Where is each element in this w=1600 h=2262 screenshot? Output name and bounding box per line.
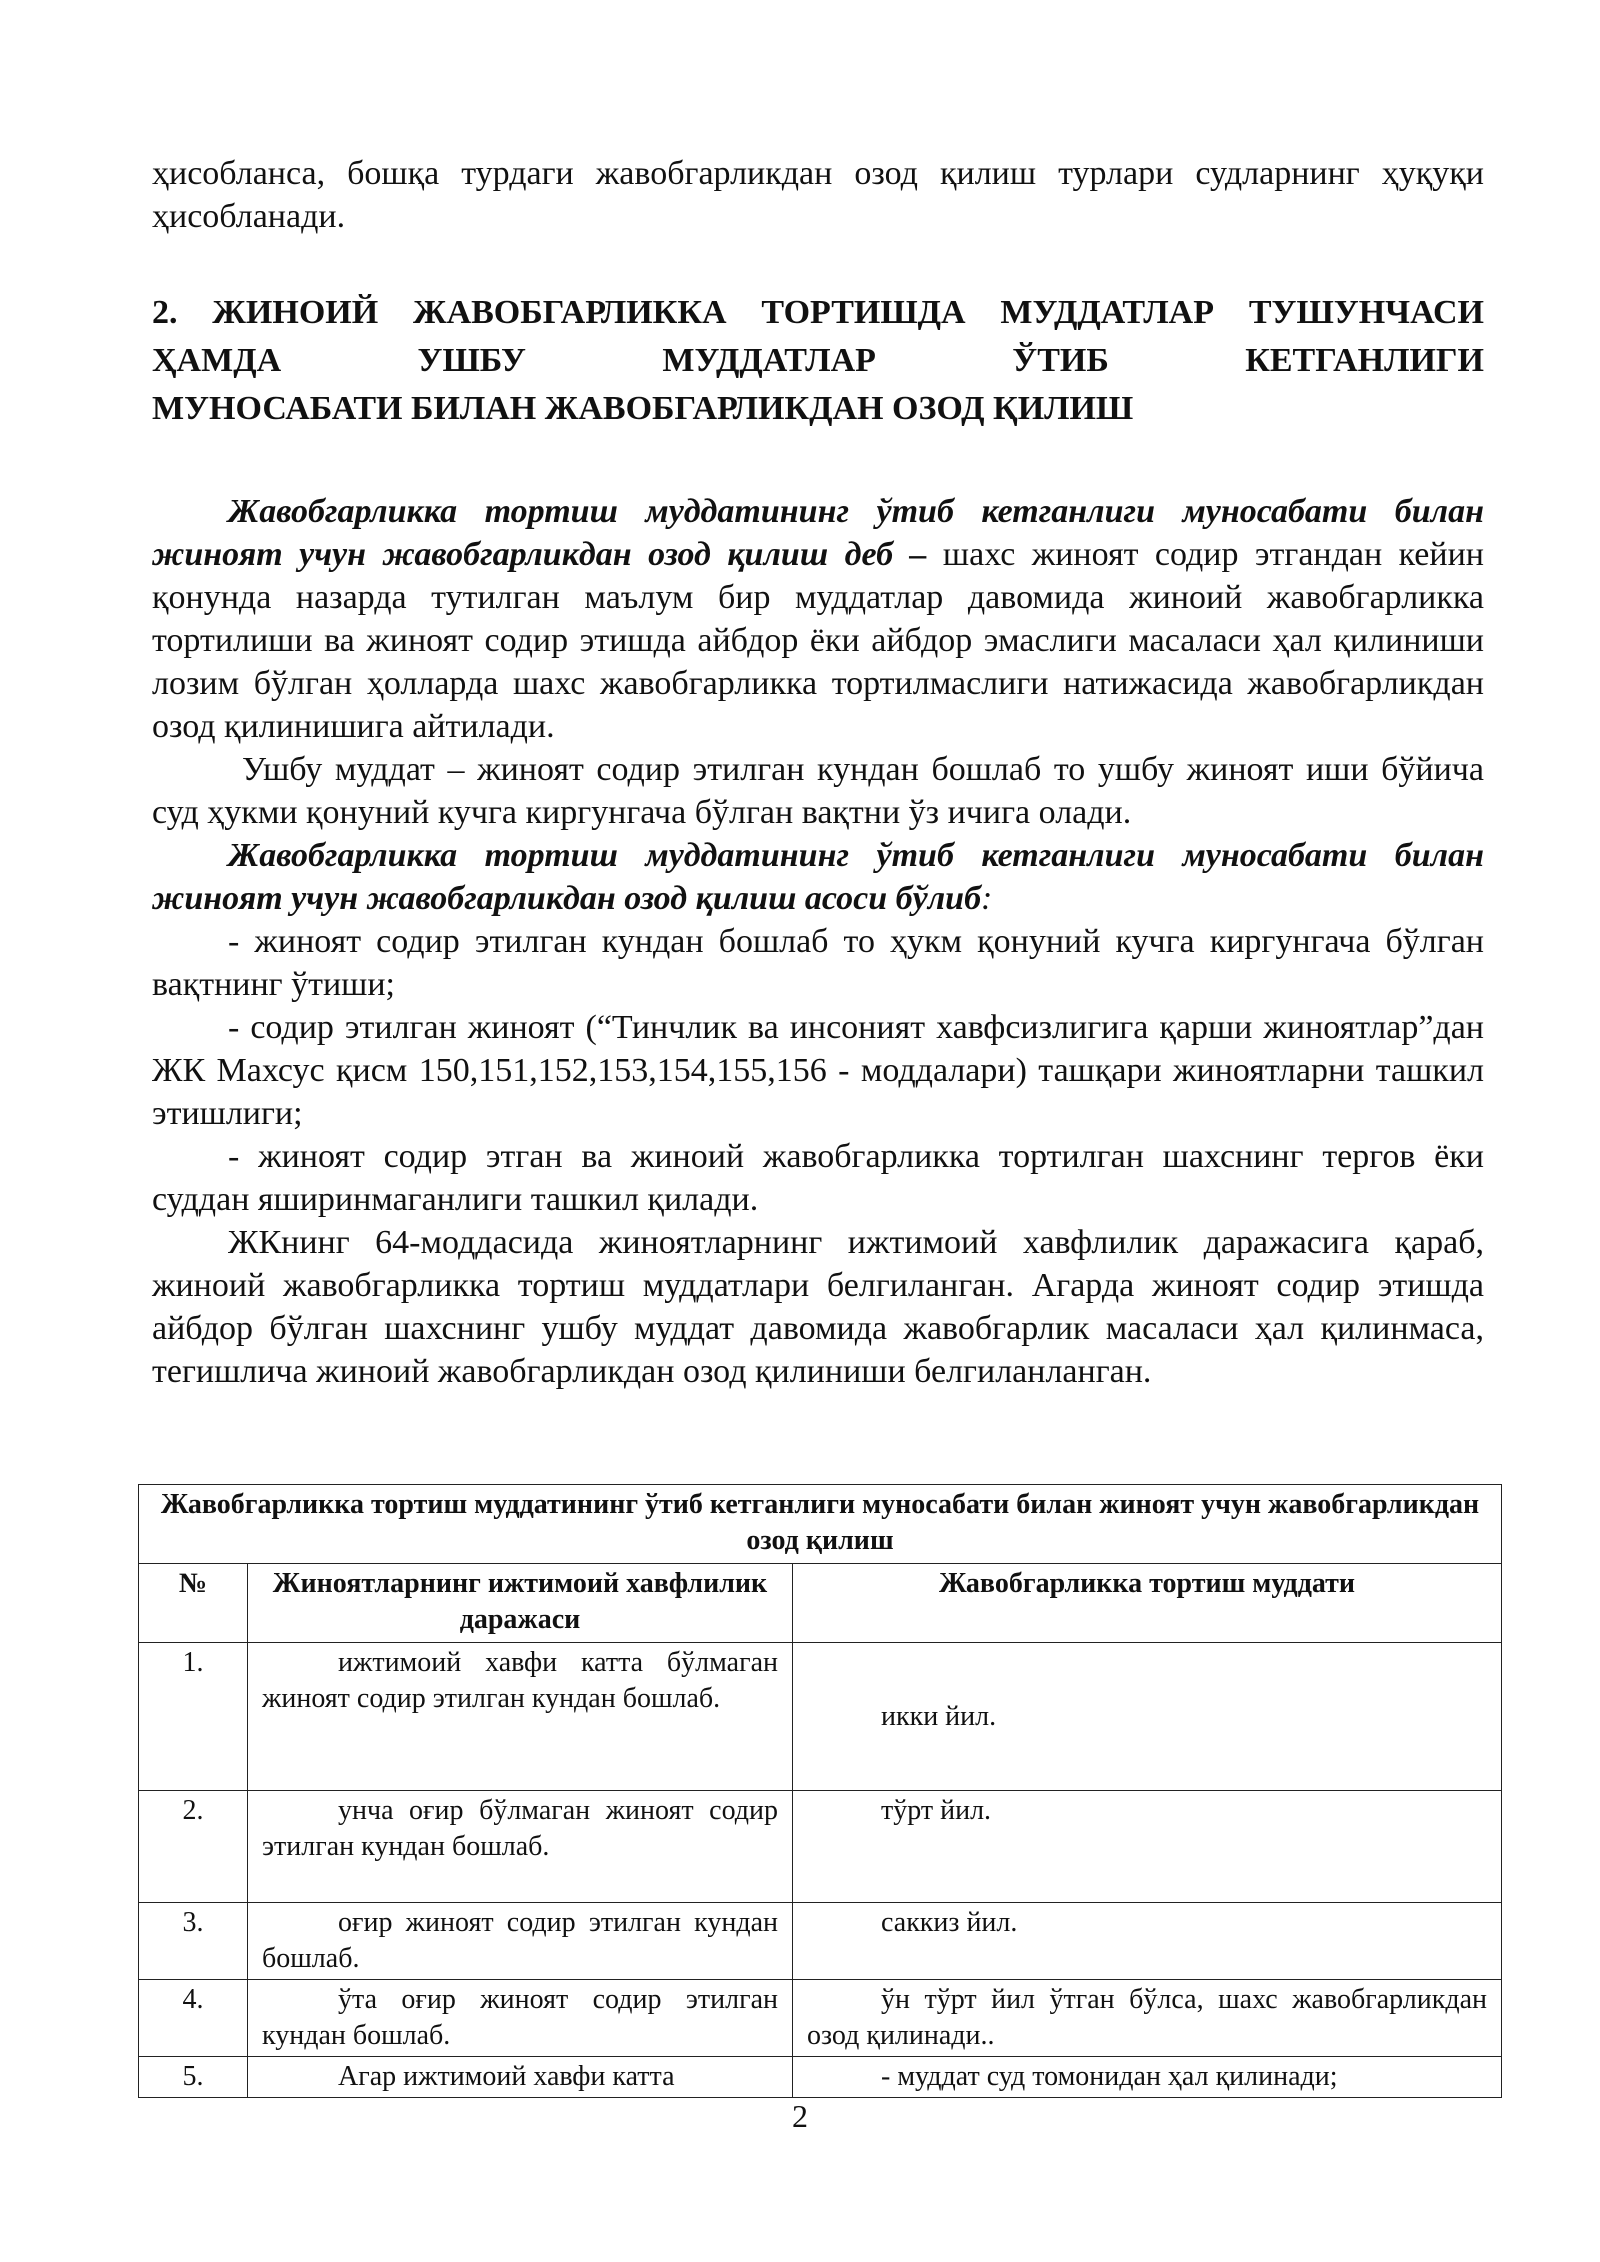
section-heading-line2: МУНОСАБАТИ БИЛАН ЖАВОБГАРЛИКДАН ОЗОД ҚИЛИШ [152, 390, 1134, 427]
section-heading-line1: 2. ЖИНОИЙ ЖАВОБГАРЛИККА ТОРТИШДА МУДДАТЛАР ТУШУНЧАСИ ҲАМДА УШБУ МУДДАТЛАР ЎТИБ КЕТГАНЛИГИ [152, 294, 1484, 379]
header-term: Жавобгарликка тортиш муддати [793, 1564, 1502, 1643]
row-term: саккиз йил. [793, 1903, 1502, 1980]
row-term: - муддат суд томонидан ҳал қилинади; [793, 2057, 1502, 2098]
row-number: 4. [139, 1980, 248, 2057]
table-row [139, 2057, 1502, 2098]
table-row [139, 1791, 1502, 1903]
header-number: № [139, 1564, 248, 1643]
row-number: 2. [139, 1791, 248, 1903]
row-degree: унча оғир бўлмаган жиноят содир этилган кундан бошлаб. [248, 1791, 793, 1903]
row-degree: ижтимоий хавфи катта бўлмаган жиноят содир этилган кундан бошлаб. [248, 1643, 793, 1791]
row-number: 5. [139, 2057, 248, 2098]
definition-term: Жавобгарликка тортиш муддатининг ўтиб кетганлиги муносабати билан жиноят учун жавобгарликдан озод қилиш деб – [152, 493, 1484, 573]
body-text [152, 490, 1484, 1393]
row-number: 1. [139, 1643, 248, 1791]
article-paragraph: ЖКнинг 64-моддасида жиноятларнинг ижтимоий хавфлилик даражасига қараб, жиноий жавобгарликка тортиш муддатлари белгиланган. Агарда жиноят содир этишда айбдор бўлган шахснинг ушбу муддат давомида жавобгарлик масаласи ҳал қилинмаса, тегишлича жиноий жавобгарликдан озод қилиниши белгиланланган. [152, 1224, 1484, 1390]
list-item: - содир этилган жиноят (“Тинчлик ва инсоният хавфсизлигига қарши жиноятлар”дан ЖК Махсус қисм 150,151,152,153,154,155,156 - моддалари) ташқари жиноятларни ташкил этишлиги; [152, 1009, 1484, 1132]
row-term: икки йил. [793, 1643, 1502, 1791]
list-item: - жиноят содир этилган кундан бошлаб то ҳукм қонуний кучга киргунгача бўлган вақтнинг ўтиши; [152, 923, 1484, 1003]
basis-colon: : [981, 880, 993, 917]
definition-paragraph [152, 490, 1484, 748]
table-row [139, 1980, 1502, 2057]
row-degree: ўта оғир жиноят содир этилган кундан бошлаб. [248, 1980, 793, 2057]
definition-text: шахс жиноят содир этгандан кейин қонунда назарда тутилган маълум бир муддатлар давомида жиноий жавобгарликка тортилиши ва жиноят содир этишда айбдор ёки айбдор эмаслиги масаласи ҳал қилиниши лозим бўлган ҳолларда шахс жавобгарликка тортилмаслиги натижасида жавобгарликдан озод қилинишига айтилади. [152, 536, 1484, 745]
section-heading [152, 289, 1484, 433]
row-term: тўрт йил. [793, 1791, 1502, 1903]
table-row [139, 1643, 1502, 1791]
table-header-row [139, 1564, 1502, 1643]
table-row [139, 1903, 1502, 1980]
list-item: - жиноят содир этган ва жиноий жавобгарликка тортилган шахснинг тергов ёки суддан яширинмаганлиги ташкил қилади. [152, 1138, 1484, 1218]
page-number: 2 [792, 2098, 808, 2134]
table-title: Жавобгарликка тортиш муддатининг ўтиб кетганлиги муносабати билан жиноят учун жавобгарликдан озод қилиш [139, 1485, 1502, 1564]
row-degree: Агар ижтимоий хавфи катта [248, 2057, 793, 2098]
basis-paragraph [152, 834, 1484, 920]
limitation-periods-table [138, 1484, 1502, 2098]
intro-paragraph: ҳисобланса, бошқа турдаги жавобгарликдан озод қилиш турлари судларнинг ҳуқуқи ҳисобланади. [152, 155, 1484, 235]
row-degree: оғир жиноят содир этилган кундан бошлаб. [248, 1903, 793, 1980]
row-number: 3. [139, 1903, 248, 1980]
period-paragraph: Ушбу муддат – жиноят содир этилган кундан бошлаб то ушбу жиноят иши бўйича суд ҳукми қонуний кучга киргунгача бўлган вақтни ўз ичига олади. [152, 751, 1484, 831]
header-danger-degree: Жиноятларнинг ижтимоий хавфлилик даражаси [248, 1564, 793, 1643]
row-term: ўн тўрт йил ўтган бўлса, шахс жавобгарликдан озод қилинади.. [793, 1980, 1502, 2057]
basis-term: Жавобгарликка тортиш муддатининг ўтиб кетганлиги муносабати билан жиноят учун жавобгарликдан озод қилиш асоси бўлиб [152, 837, 1484, 917]
